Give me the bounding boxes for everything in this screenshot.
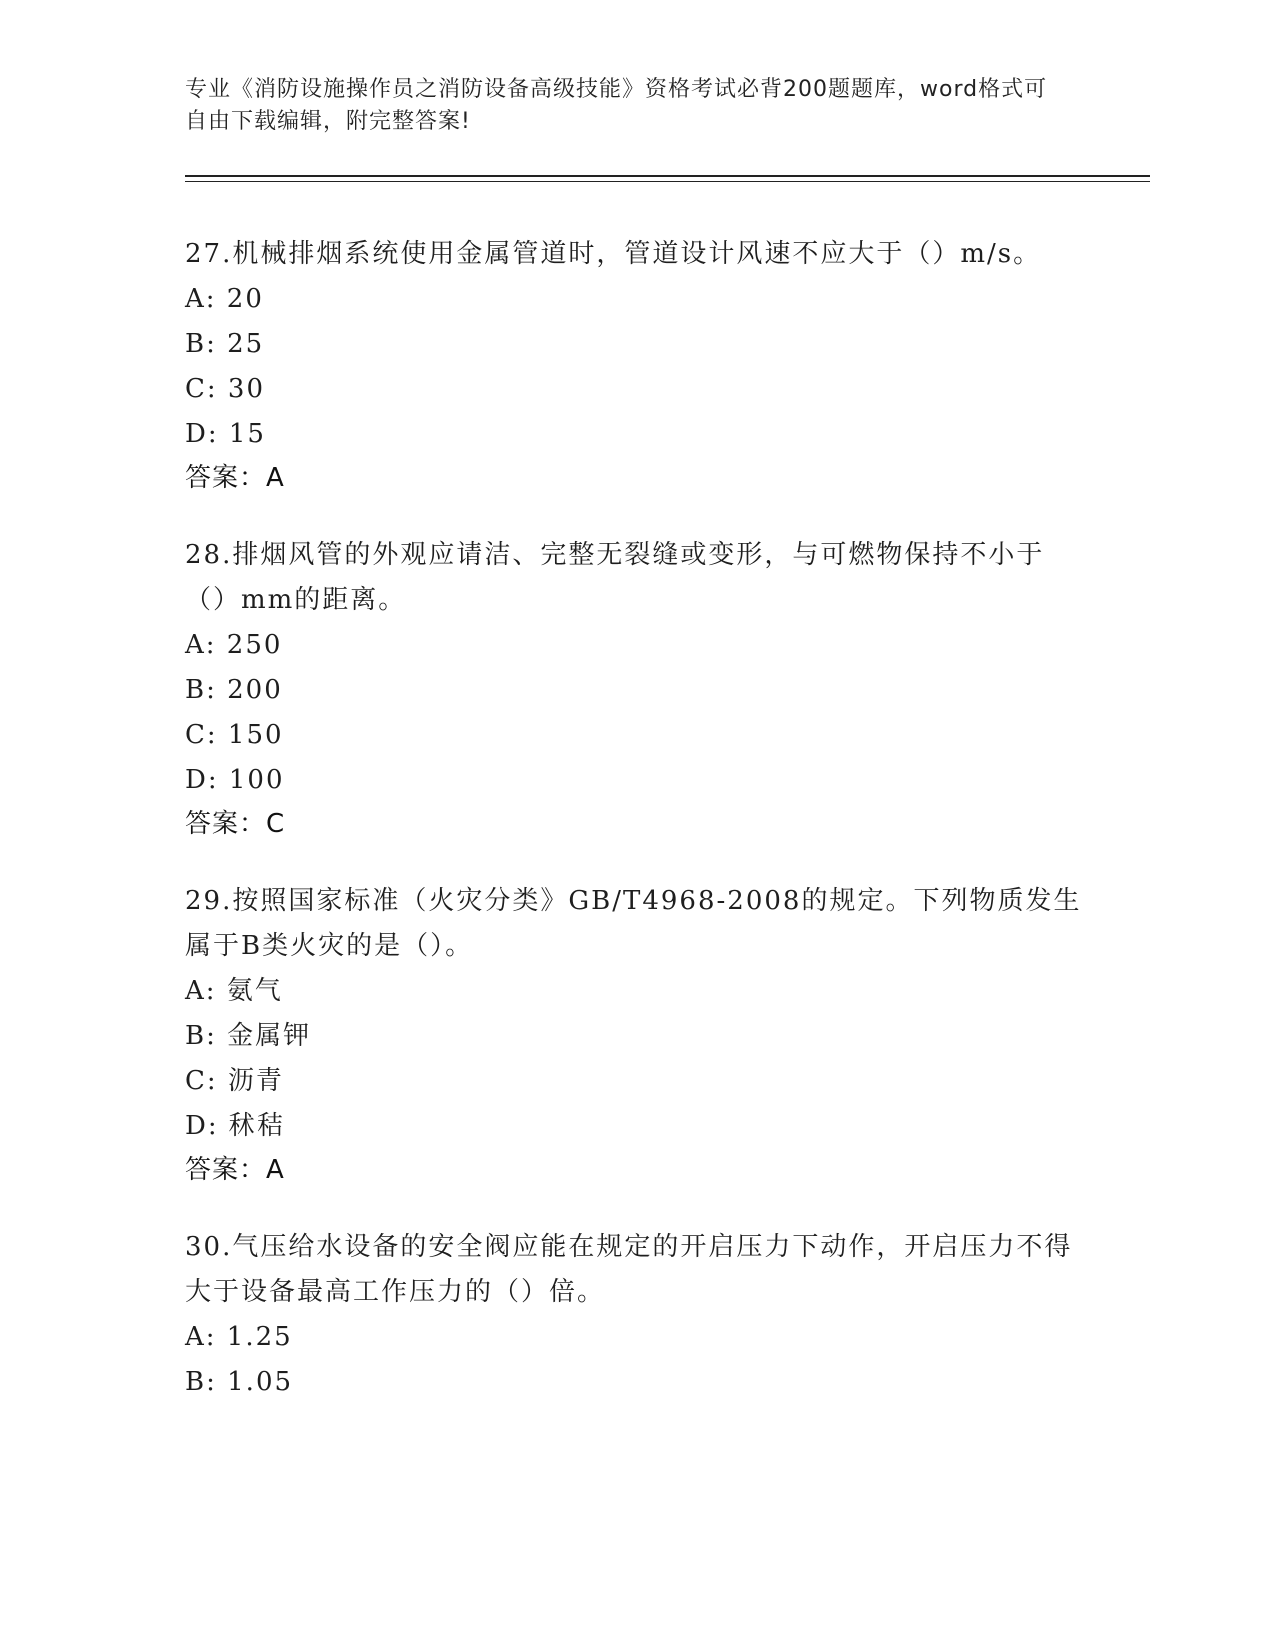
option-c: C: 沥青: [185, 1066, 284, 1096]
question-stem: 30.气压给水设备的安全阀应能在规定的开启压力下动作，开启压力不得大于设备最高工作压力的（）倍。: [185, 1232, 1073, 1307]
option-a: A: 20: [185, 284, 264, 314]
question-stem: 27.机械排烟系统使用金属管道时，管道设计风速不应大于（）m/s。: [185, 239, 1042, 269]
option-c: C: 30: [185, 374, 266, 404]
header-rule-thin: [185, 181, 1150, 182]
option-b: B: 金属钾: [185, 1021, 312, 1051]
header-rule-thick: [185, 175, 1150, 177]
answer: 答案：A: [185, 1155, 285, 1185]
answer: 答案：A: [185, 463, 285, 493]
question-stem: 29.按照国家标准（火灾分类》GB/T4968-2008的规定。下列物质发生属于B类火灾的是（）。: [185, 886, 1082, 961]
question-stem: 28.排烟风管的外观应请洁、完整无裂缝或变形，与可燃物保持不小于（）mm的距离。: [185, 540, 1045, 615]
question-list: [185, 232, 1085, 1439]
option-b: B: 1.05: [185, 1367, 294, 1397]
question-30: [185, 1225, 1085, 1405]
option-b: B: 25: [185, 329, 265, 359]
option-a: A: 1.25: [185, 1322, 293, 1352]
option-b: B: 200: [185, 675, 283, 705]
question-27: [185, 232, 1085, 499]
option-a: A: 氨气: [185, 976, 283, 1006]
option-d: D: 15: [185, 419, 266, 449]
answer: 答案：C: [185, 809, 286, 839]
option-c: C: 150: [185, 720, 284, 750]
question-29: [185, 879, 1085, 1191]
document-header: 专业《消防设施操作员之消防设备高级技能》资格考试必背200题题库，word格式可自由下载编辑，附完整答案!: [185, 77, 1048, 134]
question-28: [185, 533, 1085, 845]
option-d: D: 秫秸: [185, 1111, 285, 1141]
option-a: A: 250: [185, 630, 283, 660]
option-d: D: 100: [185, 765, 285, 795]
